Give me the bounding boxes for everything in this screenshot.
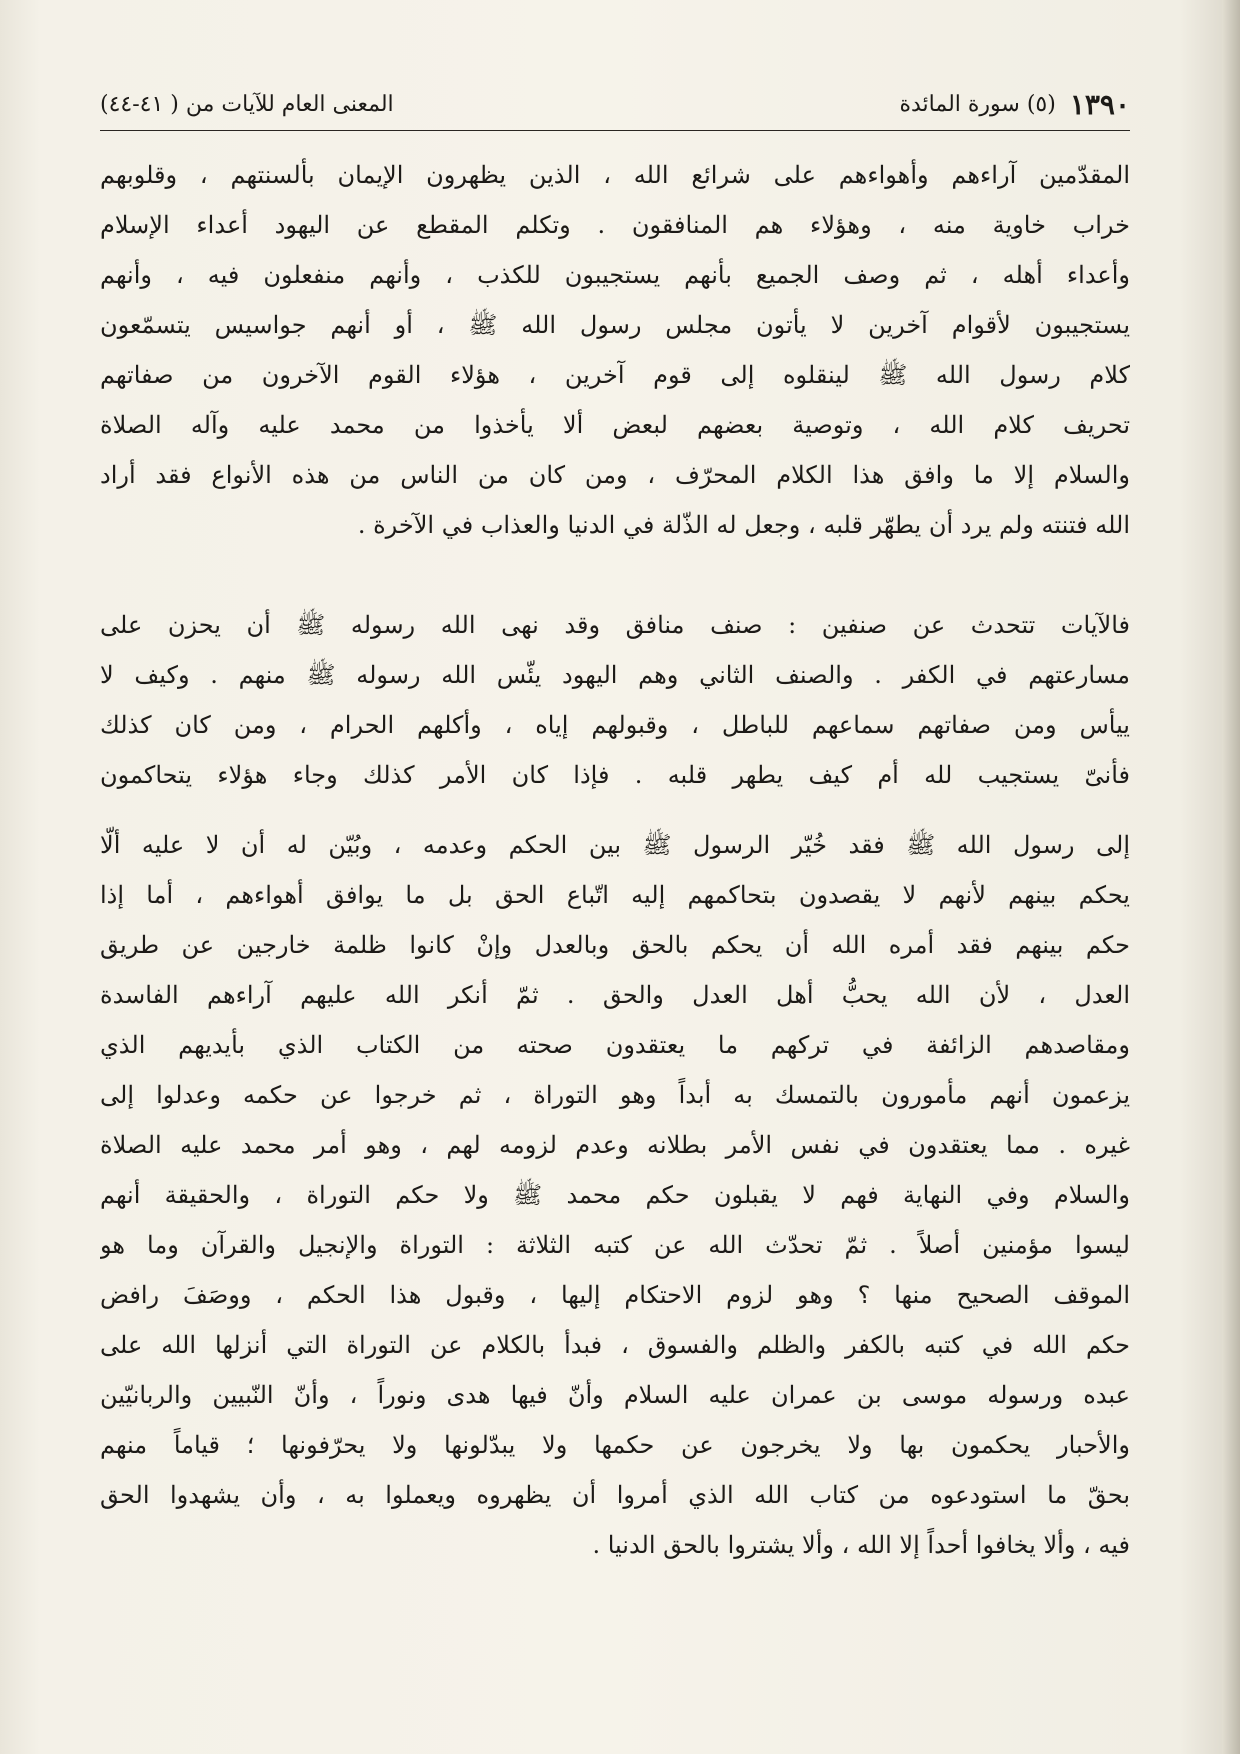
paragraph-3 — [100, 820, 1130, 1570]
text-line: المقدّمين آراءهم وأهواءهم على شرائع الله ، الذين يظهرون الإيمان بألسنتهم ، وقلوبهم — [100, 161, 1130, 189]
text-line: إلى رسول الله ﷺ فقد خُيّر الرسول ﷺ بين الحكم وعدمه ، وبُيّن له أن لا عليه ألّا — [100, 831, 1130, 859]
text-line: مسارعتهم في الكفر . والصنف الثاني وهم اليهود يئّس الله رسوله ﷺ منهم . وكيف لا — [100, 661, 1130, 689]
text-line: غيره . مما يعتقدون في نفس الأمر بطلانه وعدم لزومه لهم ، وهو أمر محمد عليه الصلاة — [100, 1131, 1130, 1159]
text-line: ليسوا مؤمنين أصلاً . ثمّ تحدّث الله عن كتبه الثلاثة : التوراة والإنجيل والقرآن وما هو — [100, 1231, 1130, 1259]
header-rule — [100, 130, 1130, 131]
text-line: حكم الله في كتبه بالكفر والظلم والفسوق ، فبدأ بالكلام عن التوراة التي أنزلها الله على — [100, 1331, 1130, 1359]
section-title: المعنى العام للآيات من ( ٤١-٤٤) — [100, 91, 394, 117]
paragraph-spacer — [100, 800, 1130, 820]
paragraph-1 — [100, 150, 1130, 550]
text-line: تحريف كلام الله ، وتوصية بعضهم لبعض ألا يأخذوا من محمد عليه وآله الصلاة — [100, 411, 1130, 439]
page-header — [100, 84, 1130, 124]
paragraph-2 — [100, 600, 1130, 800]
text-line: عبده ورسوله موسى بن عمران عليه السلام وأنّ فيها هدى ونوراً ، وأنّ النّبيين والربانيّين — [100, 1381, 1130, 1409]
paragraph-spacer — [100, 550, 1130, 600]
text-line: ييأس ومن صفاتهم سماعهم للباطل ، وقبولهم إياه ، وأكلهم الحرام ، ومن كان كذلك — [100, 711, 1130, 739]
text-line: خراب خاوية منه ، وهؤلاء هم المنافقون . وتكلم المقطع عن اليهود أعداء الإسلام — [100, 211, 1130, 239]
text-line: كلام رسول الله ﷺ لينقلوه إلى قوم آخرين ، هؤلاء القوم الآخرون من صفاتهم — [100, 361, 1130, 389]
text-line: الله فتنته ولم يرد أن يطهّر قلبه ، وجعل له الذّلة في الدنيا والعذاب في الآخرة . — [357, 511, 1130, 539]
header-right-group — [899, 88, 1130, 121]
text-line: بحقّ ما استودعوه من كتاب الله الذي أمروا أن يظهروه ويعملوا به ، وأن يشهدوا الحق — [100, 1481, 1130, 1509]
page-gutter — [1222, 0, 1240, 1754]
text-line: يستجيبون لأقوام آخرين لا يأتون مجلس رسول الله ﷺ ، أو أنهم جواسيس يتسمّعون — [100, 311, 1130, 339]
text-line: وأعداء أهله ، ثم وصف الجميع بأنهم يستجيبون للكذب ، وأنهم منفعلون فيه ، وأنهم — [100, 261, 1130, 289]
text-line: فالآيات تتحدث عن صنفين : صنف منافق وقد نهى الله رسوله ﷺ أن يحزن على — [100, 611, 1130, 639]
text-line: الموقف الصحيح منها ؟ وهو لزوم الاحتكام إليها ، وقبول هذا الحكم ، ووصَفَ رافض — [100, 1281, 1130, 1309]
text-line: حكم بينهم فقد أمره الله أن يحكم بالحق وبالعدل وإنْ كانوا ظلمة خارجين عن طريق — [100, 931, 1130, 959]
surah-label: (٥) سورة المائدة — [899, 91, 1056, 117]
text-line: يزعمون أنهم مأمورون بالتمسك به أبداً وهو التوراة ، ثم خرجوا عن حكمه وعدلوا إلى — [100, 1081, 1130, 1109]
text-line: فيه ، وألا يخافوا أحداً إلا الله ، وألا يشتروا بالحق الدنيا . — [592, 1531, 1130, 1559]
page-number: ١٣٩٠ — [1069, 87, 1130, 121]
text-line: يحكم بينهم لأنهم لا يقصدون بتحاكمهم إليه اتّباع الحق بل ما يوافق أهواءهم ، أما إذا — [100, 881, 1130, 909]
text-line: العدل ، لأن الله يحبُّ أهل العدل والحق . ثمّ أنكر الله عليهم آراءهم الفاسدة — [100, 981, 1130, 1009]
text-line: فأنىّ يستجيب لله أم كيف يطهر قلبه . فإذا كان الأمر كذلك وجاء هؤلاء يتحاكمون — [100, 761, 1130, 789]
text-line: والأحبار يحكمون بها ولا يخرجون عن حكمها ولا يبدّلونها ولا يحرّفونها ؛ قياماً منهم — [100, 1431, 1130, 1459]
main-text — [100, 150, 1130, 1570]
text-line: والسلام إلا ما وافق هذا الكلام المحرّف ، ومن كان من الناس من هذه الأنواع فقد أراد — [100, 461, 1130, 489]
text-line: والسلام وفي النهاية فهم لا يقبلون حكم محمد ﷺ ولا حكم التوراة ، والحقيقة أنهم — [100, 1181, 1130, 1209]
text-line: ومقاصدهم الزائفة في تركهم ما يعتقدون صحته من الكتاب الذي بأيديهم الذي — [100, 1031, 1130, 1059]
